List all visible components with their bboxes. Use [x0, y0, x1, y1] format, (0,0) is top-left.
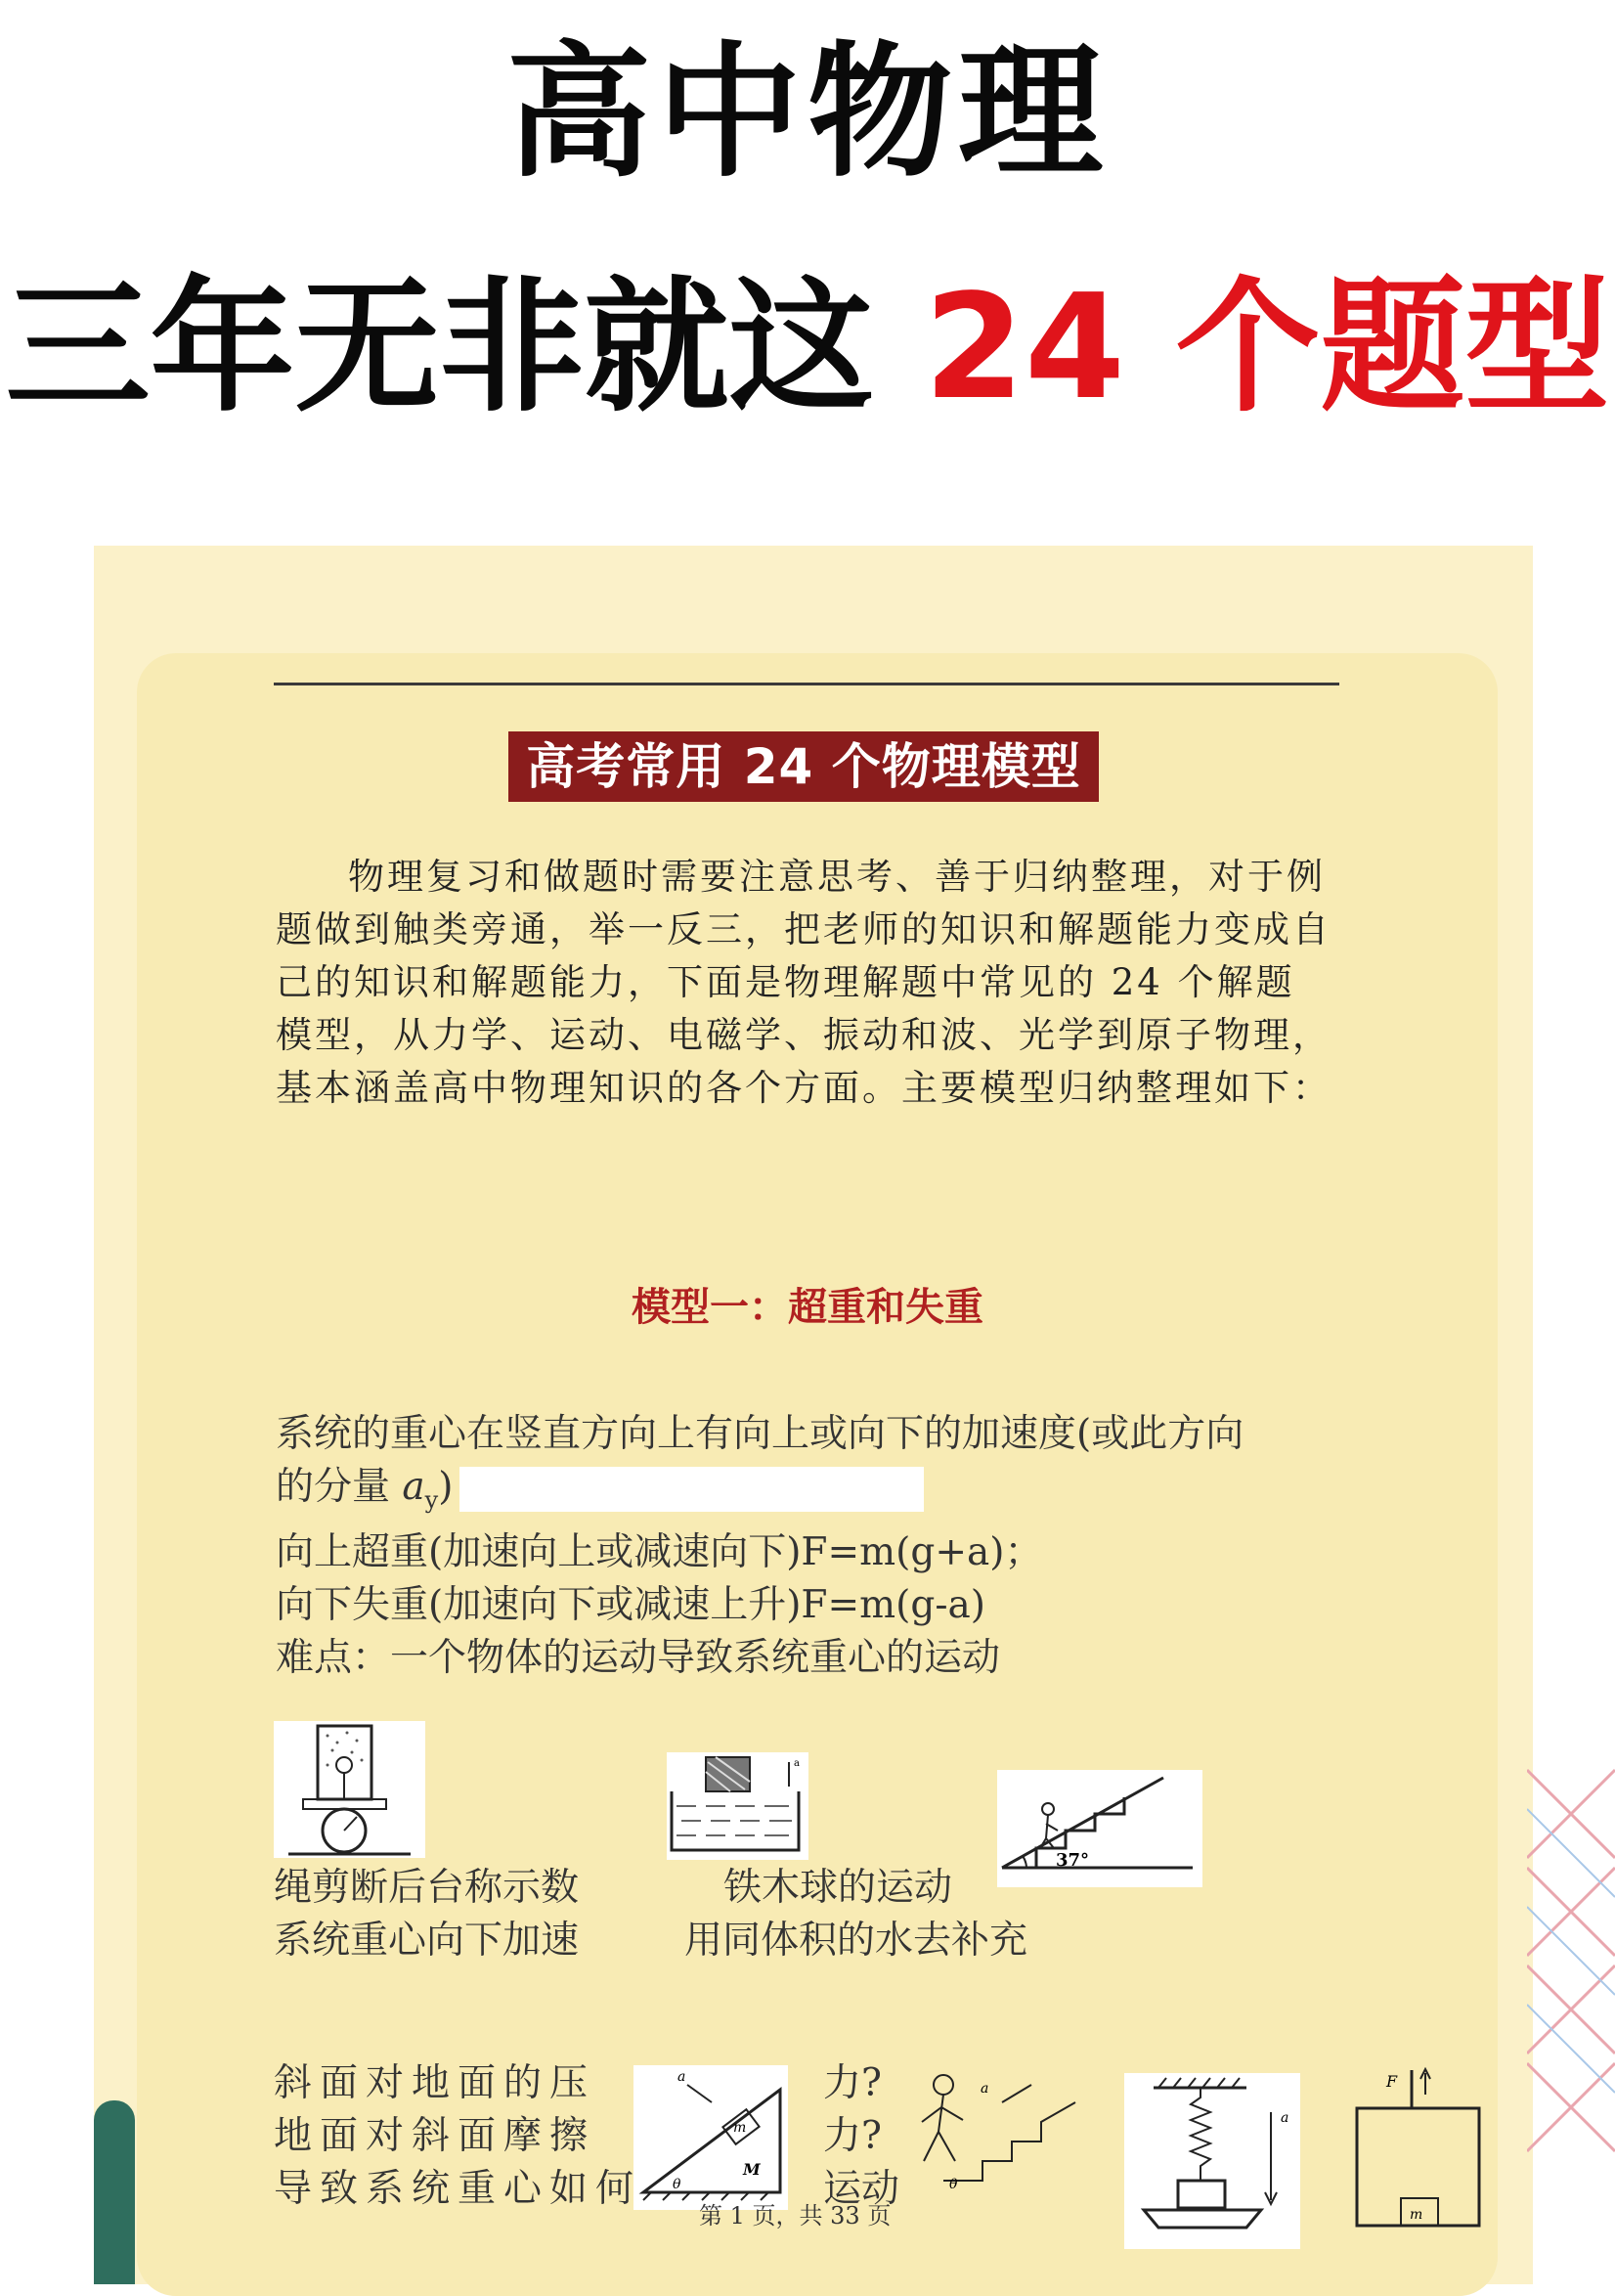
- line-5: 难点：一个物体的运动导致系统重心的运动: [276, 1635, 1001, 1680]
- caption-incline-1: 斜面对地面的压: [274, 2061, 596, 2105]
- caption-incline-2: 地面对斜面摩擦: [274, 2114, 596, 2158]
- header-subtitle: [0, 264, 1615, 430]
- incline-figure: [633, 2065, 788, 2210]
- caption-scale-1: 绳剪断后台称示数: [274, 1866, 580, 1910]
- escalator-theta-label: θ: [949, 2177, 958, 2192]
- incline-theta-label: θ: [673, 2177, 681, 2192]
- spring-accel-label: a: [1281, 2110, 1289, 2126]
- box-mass-label: m: [1410, 2207, 1423, 2223]
- escalator-accel-label: a: [981, 2081, 989, 2097]
- document-banner-title: 高考常用 24 个物理模型: [508, 731, 1099, 802]
- tank-accel-label: a: [794, 1758, 800, 1769]
- force-label: F: [1386, 2072, 1398, 2091]
- model-description: [276, 1408, 1351, 1685]
- incline-accel-label: a: [677, 2069, 686, 2085]
- grid-decoration: [1527, 1750, 1615, 2161]
- caption-tank-1: 铁木球的运动: [723, 1866, 953, 1910]
- small-mass-label: m: [733, 2120, 747, 2136]
- intro-paragraph: [276, 851, 1331, 1115]
- caption-incline-3: 导致系统重心如何: [274, 2167, 642, 2211]
- caption-scale-2: 系统重心向下加速: [274, 1919, 580, 1963]
- model-title: 模型一：超重和失重: [632, 1284, 983, 1330]
- caption-force-1: 力?: [823, 2061, 882, 2105]
- line-2-close: ): [438, 1465, 454, 1509]
- escalator-figure: [885, 2063, 1080, 2200]
- symbol-a: a: [402, 1465, 425, 1509]
- line-3: 向上超重(加速向上或减速向下)F=m(g+a)；: [276, 1529, 1043, 1574]
- symbol-y: y: [424, 1485, 439, 1514]
- caption-tank-2: 用同体积的水去补充: [684, 1919, 1028, 1963]
- page-footer: 第 1 页，共 33 页: [699, 2202, 892, 2230]
- top-rule: [274, 683, 1339, 685]
- line-2-text: 的分量: [276, 1465, 403, 1509]
- subtitle-black: 三年无非就这: [5, 263, 874, 431]
- big-mass-label: M: [743, 2160, 761, 2179]
- staircase-figure: [997, 1770, 1202, 1887]
- water-tank-figure: [667, 1752, 808, 1860]
- scale-figure: [274, 1721, 425, 1858]
- header-title: 高中物理: [506, 28, 1109, 197]
- line-1: 系统的重心在竖直方向上有向上或向下的加速度(或此方向: [276, 1412, 1244, 1456]
- spring-figure: [1124, 2073, 1300, 2249]
- cactus-decoration: [94, 2100, 135, 2284]
- line-4: 向下失重(加速向下或减速上升)F=m(g-a): [276, 1582, 985, 1627]
- angle-label: 37°: [1056, 1850, 1090, 1871]
- subtitle-red: 24 个题型: [924, 263, 1610, 431]
- redaction-box: [459, 1467, 924, 1512]
- caption-force-2: 力?: [823, 2114, 882, 2158]
- caption-motion: 运动: [823, 2167, 900, 2211]
- box-figure: [1347, 2065, 1494, 2257]
- intro-text: 物理复习和做题时需要注意思考、善于归纳整理，对于例题做到触类旁通，举一反三，把老师的知识和解题能力变成自己的知识和解题能力，下面是物理解题中常见的 24 个解题模型，从力学、运动、电磁学、振动和波、光学到原子物理，基本涵盖高中物理知识的各个方面。主要模型归纳整理如下：: [276, 856, 1331, 1109]
